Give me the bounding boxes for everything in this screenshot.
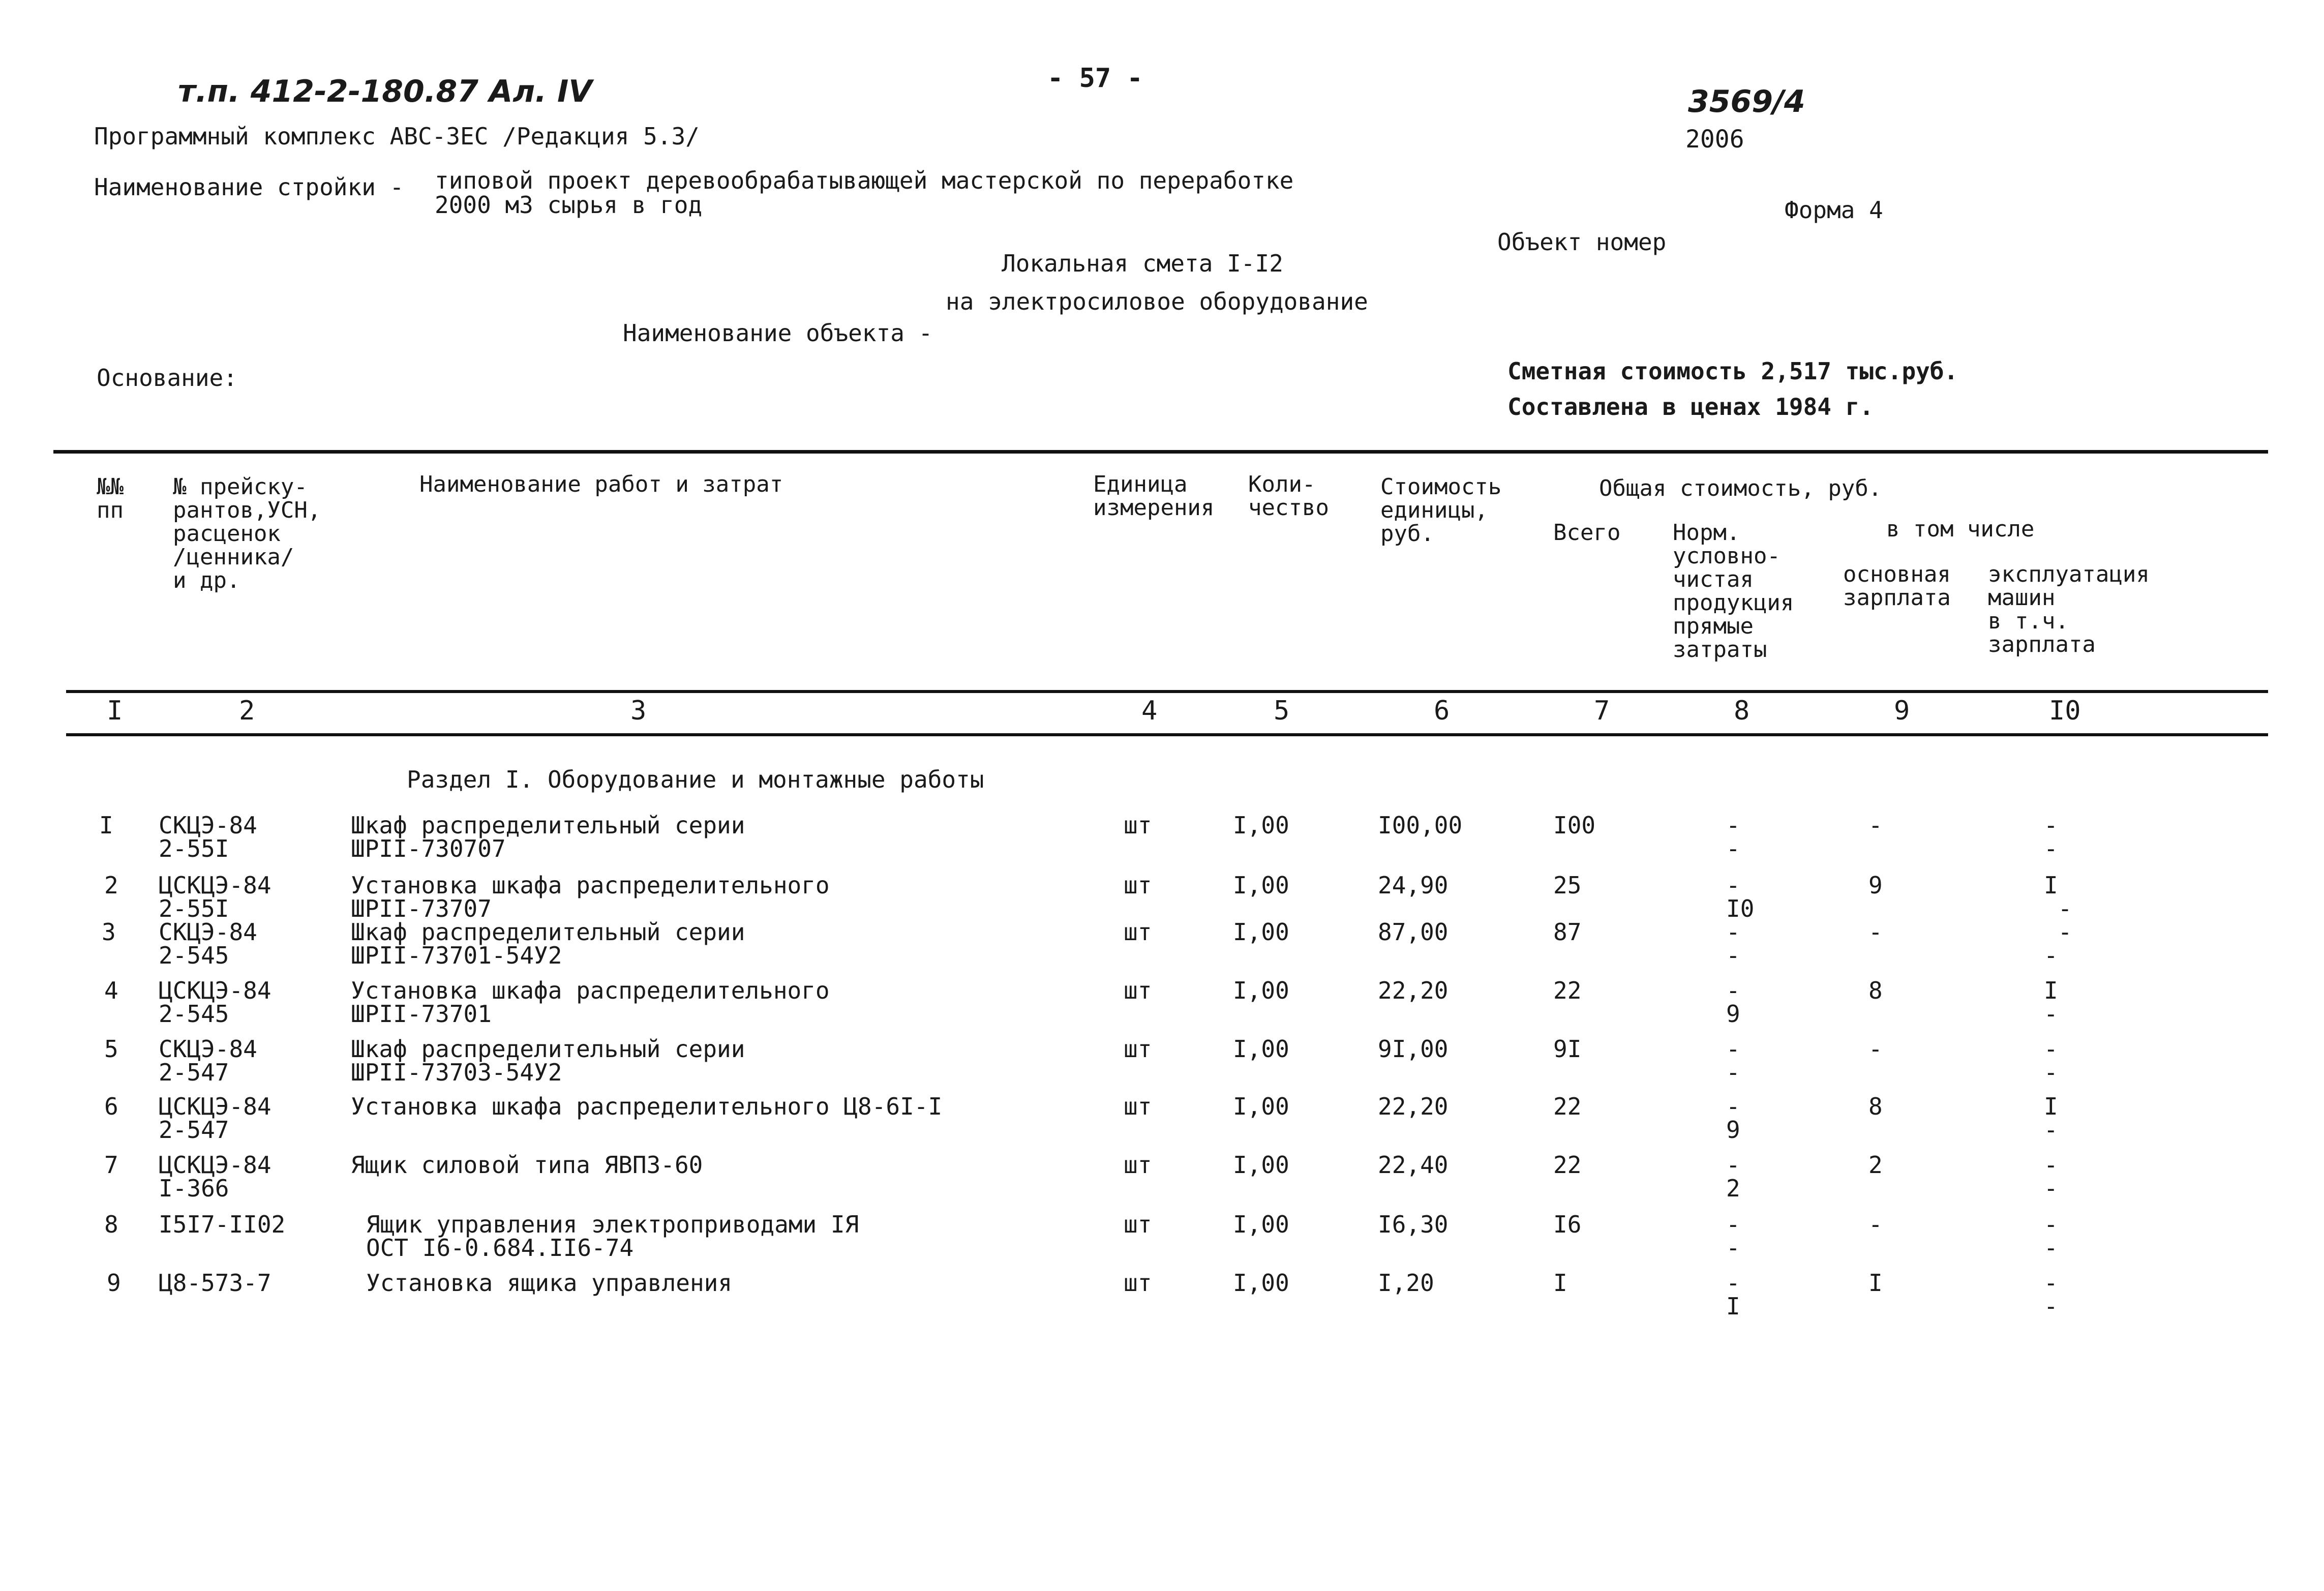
row-base-salary: - <box>1868 918 1883 946</box>
column-number-9: 9 <box>1894 696 1910 726</box>
header-machine-operation: эксплуатация машин в т.ч. зарплата <box>1988 561 2150 657</box>
document-year: 2006 <box>1685 125 1744 154</box>
row-work-name: Ящик управления электроприводами IЯ ОСТ I6-0.684.II6-74 <box>366 1211 859 1262</box>
row-price-code: ЦСКЦЭ-84 2-55I <box>159 872 271 922</box>
row-work-name: Установка шкафа распределительного ШРII-73707 <box>351 872 830 922</box>
document-code-handwritten: 3569/4 <box>1688 84 1805 119</box>
row-unit-cost: 22,20 <box>1378 977 1448 1004</box>
column-number-1: I <box>107 696 123 726</box>
column-number-2: 2 <box>239 696 255 726</box>
row-base-salary: - <box>1868 1035 1883 1063</box>
row-base-salary: I <box>1868 1269 1883 1297</box>
row-unit-cost: 24,90 <box>1378 872 1448 899</box>
header-including-group: в том числе <box>1886 516 2035 542</box>
header-unit-cost: Стоимость единицы, руб. <box>1380 474 1502 547</box>
row-unit: шт <box>1124 1211 1152 1238</box>
row-unit: шт <box>1124 812 1152 839</box>
row-quantity: I,00 <box>1233 1035 1289 1063</box>
row-number: 8 <box>104 1211 118 1238</box>
row-unit: шт <box>1124 872 1152 899</box>
row-base-salary: - <box>1868 1211 1883 1238</box>
row-price-code: I5I7-II02 <box>159 1211 286 1238</box>
row-net-product: - I <box>1726 1269 1740 1320</box>
row-price-code: Ц8-573-7 <box>159 1269 271 1297</box>
table-top-rule <box>53 450 2268 454</box>
row-unit: шт <box>1124 918 1152 946</box>
row-net-product: - 2 <box>1726 1151 1740 1202</box>
header-work-name: Наименование работ и затрат <box>419 471 783 497</box>
row-machine-operation: - - <box>2044 812 2058 862</box>
header-row-number: №№ пп <box>97 474 124 523</box>
row-number: 4 <box>104 977 118 1004</box>
row-price-code: СКЦЭ-84 2-55I <box>159 812 257 862</box>
row-unit-cost: I6,30 <box>1378 1211 1448 1238</box>
row-total-cost: 9I <box>1553 1035 1582 1063</box>
row-total-cost: I6 <box>1553 1211 1582 1238</box>
basis-label: Основание: <box>97 364 237 392</box>
row-work-name: Шкаф распределительный серии ШРII-73701-54У2 <box>351 918 745 969</box>
project-reference-handwritten: т.п. 412-2-180.87 Ал. IV <box>178 74 592 109</box>
row-unit-cost: 9I,00 <box>1378 1035 1448 1063</box>
row-total-cost: 87 <box>1553 918 1582 946</box>
price-level: Составлена в ценах 1984 г. <box>1507 393 1874 421</box>
column-number-5: 5 <box>1274 696 1290 726</box>
header-quantity: Коли- чество <box>1248 471 1329 521</box>
row-net-product: - - <box>1726 918 1740 969</box>
header-total: Всего <box>1553 520 1621 546</box>
page-number: - 57 - <box>1047 63 1143 94</box>
header-base-salary: основная зарплата <box>1843 561 1951 611</box>
row-unit: шт <box>1124 1035 1152 1063</box>
row-number: 5 <box>104 1035 118 1063</box>
estimate-subtitle: на электросиловое оборудование <box>946 288 1368 315</box>
row-unit-cost: 22,40 <box>1378 1151 1448 1179</box>
row-machine-operation: - - <box>2044 1211 2058 1262</box>
row-quantity: I,00 <box>1233 918 1289 946</box>
row-net-product: - - <box>1726 1211 1740 1262</box>
row-machine-operation: - - <box>2044 1035 2058 1086</box>
row-base-salary: 8 <box>1868 1093 1883 1120</box>
row-work-name: Установка шкафа распределительного ШРII-73701 <box>351 977 830 1028</box>
row-quantity: I,00 <box>1233 1151 1289 1179</box>
row-net-product: - I0 <box>1726 872 1755 922</box>
row-unit-cost: I,20 <box>1378 1269 1434 1297</box>
row-work-name: Установка шкафа распределительного Ц8-6I-I <box>351 1093 943 1120</box>
row-number: 7 <box>104 1151 118 1179</box>
row-machine-operation: I - <box>2044 872 2072 922</box>
row-machine-operation: - - <box>2044 1269 2058 1320</box>
row-unit-cost: 22,20 <box>1378 1093 1448 1120</box>
row-number: 3 <box>102 918 116 946</box>
row-quantity: I,00 <box>1233 977 1289 1004</box>
row-price-code: СКЦЭ-84 2-545 <box>159 918 257 969</box>
row-unit: шт <box>1124 1269 1152 1297</box>
row-total-cost: 22 <box>1553 1093 1582 1120</box>
row-machine-operation: I - <box>2044 1093 2058 1144</box>
row-total-cost: 25 <box>1553 872 1582 899</box>
row-net-product: - - <box>1726 812 1740 862</box>
estimated-cost: Сметная стоимость 2,517 тыс.руб. <box>1507 357 1958 385</box>
row-number: 6 <box>104 1093 118 1120</box>
column-number-3: 3 <box>630 696 647 726</box>
row-unit: шт <box>1124 977 1152 1004</box>
row-unit: шт <box>1124 1151 1152 1179</box>
row-work-name: Шкаф распределительный серии ШРII-73703-54У2 <box>351 1035 745 1086</box>
row-work-name: Шкаф распределительный серии ШРII-730707 <box>351 812 745 862</box>
row-quantity: I,00 <box>1233 1269 1289 1297</box>
row-work-name: Установка ящика управления <box>366 1269 733 1297</box>
row-base-salary: 2 <box>1868 1151 1883 1179</box>
estimate-title: Локальная смета I-I2 <box>1002 250 1283 277</box>
header-net-product: Норм. условно- чистая продукция прямые затраты <box>1673 520 1794 663</box>
row-net-product: - 9 <box>1726 1093 1740 1144</box>
section-title: Раздел I. Оборудование и монтажные работы <box>407 766 984 793</box>
form-label: Форма 4 <box>1785 196 1883 224</box>
column-number-4: 4 <box>1141 696 1158 726</box>
row-price-code: ЦСКЦЭ-84 I-366 <box>159 1151 271 1202</box>
row-number: I <box>99 812 113 839</box>
column-numbers-bottom-rule <box>66 733 2268 736</box>
row-number: 9 <box>107 1269 121 1297</box>
column-number-8: 8 <box>1734 696 1750 726</box>
row-work-name: Ящик силовой типа ЯВПЗ-60 <box>351 1151 703 1179</box>
object-number-label: Объект номер <box>1497 228 1667 256</box>
row-unit-cost: 87,00 <box>1378 918 1448 946</box>
row-quantity: I,00 <box>1233 1093 1289 1120</box>
row-total-cost: I00 <box>1553 812 1596 839</box>
header-price-code: № прейску- рантов,УСН, расценок /ценника/ и др. <box>173 474 321 593</box>
header-unit: Единица измерения <box>1093 471 1215 521</box>
software-line: Программный комплекс АВС-3ЕС /Редакция 5.3/ <box>94 123 700 150</box>
row-base-salary: - <box>1868 812 1883 839</box>
row-machine-operation: I - <box>2044 977 2058 1028</box>
column-number-10: I0 <box>2049 696 2081 726</box>
row-quantity: I,00 <box>1233 872 1289 899</box>
row-machine-operation: - - <box>2044 1151 2058 1202</box>
construction-site-name-line2: 2000 м3 сырья в год <box>435 191 703 219</box>
row-number: 2 <box>104 872 118 899</box>
row-total-cost: 22 <box>1553 1151 1582 1179</box>
construction-site-label: Наименование стройки - <box>94 173 404 201</box>
row-base-salary: 9 <box>1868 872 1883 899</box>
row-price-code: ЦСКЦЭ-84 2-545 <box>159 977 271 1028</box>
row-total-cost: I <box>1553 1269 1567 1297</box>
column-number-7: 7 <box>1594 696 1610 726</box>
row-total-cost: 22 <box>1553 977 1582 1004</box>
row-net-product: - - <box>1726 1035 1740 1086</box>
header-total-cost-group: Общая стоимость, руб. <box>1599 475 1882 501</box>
row-quantity: I,00 <box>1233 1211 1289 1238</box>
row-price-code: ЦСКЦЭ-84 2-547 <box>159 1093 271 1144</box>
row-price-code: СКЦЭ-84 2-547 <box>159 1035 257 1086</box>
row-machine-operation: - - <box>2044 918 2072 969</box>
column-number-6: 6 <box>1434 696 1450 726</box>
construction-site-name-line1: типовой проект деревообрабатывающей мастерской по переработке <box>435 167 1294 194</box>
row-base-salary: 8 <box>1868 977 1883 1004</box>
header-bottom-rule <box>66 690 2268 693</box>
row-unit: шт <box>1124 1093 1152 1120</box>
row-unit-cost: I00,00 <box>1378 812 1463 839</box>
object-name-label: Наименование объекта - <box>623 319 933 347</box>
row-net-product: - 9 <box>1726 977 1740 1028</box>
row-quantity: I,00 <box>1233 812 1289 839</box>
